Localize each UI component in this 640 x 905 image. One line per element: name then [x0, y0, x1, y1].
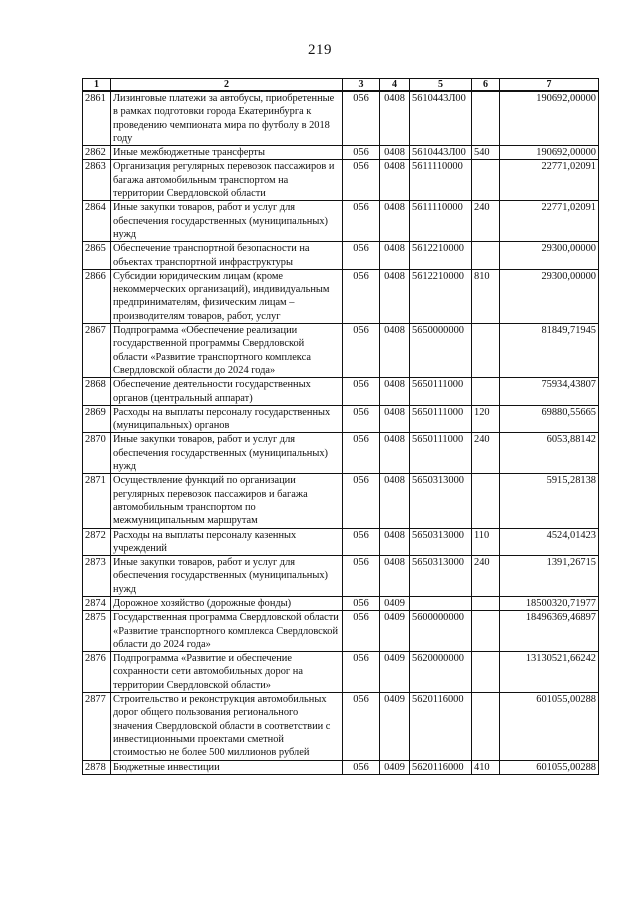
table-row	[83, 146, 599, 160]
row-type: 240	[472, 433, 500, 474]
table-row	[83, 611, 599, 652]
row-type: 110	[472, 528, 500, 556]
row-article: 5650313000	[410, 474, 472, 528]
header-row	[83, 79, 599, 92]
row-sum: 5915,28138	[500, 474, 599, 528]
row-number: 2867	[83, 324, 111, 378]
table-row	[83, 269, 599, 323]
row-name: Организация регулярных перевозок пассажиров и багажа автомобильным транспортом на территории Свердловской области	[111, 160, 343, 201]
row-code: 056	[343, 405, 380, 433]
row-number: 2872	[83, 528, 111, 556]
row-sum: 190692,00000	[500, 146, 599, 160]
row-number: 2861	[83, 91, 111, 146]
row-article: 5650111000	[410, 405, 472, 433]
row-number: 2868	[83, 378, 111, 406]
row-article: 5650313000	[410, 556, 472, 597]
row-section: 0409	[380, 596, 410, 610]
row-sum: 29300,00000	[500, 242, 599, 270]
row-section: 0408	[380, 378, 410, 406]
row-type: 240	[472, 201, 500, 242]
row-name: Иные закупки товаров, работ и услуг для обеспечения государственных (муниципальных) нужд	[111, 201, 343, 242]
row-code: 056	[343, 324, 380, 378]
row-number: 2865	[83, 242, 111, 270]
row-sum: 190692,00000	[500, 91, 599, 146]
row-name: Субсидии юридическим лицам (кроме некоммерческих организаций), индивидуальным предпринимателям, физическим лицам – производителям товаров, работ, услуг	[111, 269, 343, 323]
row-name: Расходы на выплаты персоналу государственных (муниципальных) органов	[111, 405, 343, 433]
table-row	[83, 693, 599, 760]
row-type	[472, 160, 500, 201]
row-section: 0408	[380, 242, 410, 270]
row-section: 0408	[380, 269, 410, 323]
table-row	[83, 556, 599, 597]
row-type	[472, 324, 500, 378]
row-section: 0409	[380, 652, 410, 693]
row-section: 0408	[380, 528, 410, 556]
row-number: 2878	[83, 760, 111, 774]
row-article: 5611110000	[410, 201, 472, 242]
table-row	[83, 201, 599, 242]
row-name: Лизинговые платежи за автобусы, приобретенные в рамках подготовки города Екатеринбурга к проведению чемпионата мира по футболу в 2018 году	[111, 91, 343, 146]
row-sum: 18496369,46897	[500, 611, 599, 652]
row-name: Дорожное хозяйство (дорожные фонды)	[111, 596, 343, 610]
row-code: 056	[343, 474, 380, 528]
row-number: 2871	[83, 474, 111, 528]
row-code: 056	[343, 611, 380, 652]
row-code: 056	[343, 760, 380, 774]
row-article: 5650000000	[410, 324, 472, 378]
row-section: 0408	[380, 556, 410, 597]
row-code: 056	[343, 528, 380, 556]
header-cell-num: 1	[83, 79, 111, 92]
header-cell-section: 4	[380, 79, 410, 92]
row-section: 0408	[380, 160, 410, 201]
row-article: 5612210000	[410, 242, 472, 270]
row-number: 2864	[83, 201, 111, 242]
row-sum: 29300,00000	[500, 269, 599, 323]
row-number: 2874	[83, 596, 111, 610]
row-code: 056	[343, 91, 380, 146]
row-section: 0408	[380, 433, 410, 474]
table-row	[83, 160, 599, 201]
table-row	[83, 433, 599, 474]
row-name: Бюджетные инвестиции	[111, 760, 343, 774]
table-row	[83, 652, 599, 693]
row-code: 056	[343, 201, 380, 242]
row-name: Иные закупки товаров, работ и услуг для обеспечения государственных (муниципальных) нужд	[111, 433, 343, 474]
row-name: Иные закупки товаров, работ и услуг для обеспечения государственных (муниципальных) нужд	[111, 556, 343, 597]
row-sum: 4524,01423	[500, 528, 599, 556]
row-sum: 22771,02091	[500, 201, 599, 242]
row-type: 540	[472, 146, 500, 160]
row-sum: 75934,43807	[500, 378, 599, 406]
row-name: Обеспечение транспортной безопасности на объектах транспортной инфраструктуры	[111, 242, 343, 270]
row-section: 0408	[380, 405, 410, 433]
row-name: Государственная программа Свердловской области «Развитие транспортного комплекса Свердловской области до 2024 года»	[111, 611, 343, 652]
row-code: 056	[343, 652, 380, 693]
row-type	[472, 652, 500, 693]
row-number: 2869	[83, 405, 111, 433]
row-sum: 1391,26715	[500, 556, 599, 597]
row-section: 0409	[380, 760, 410, 774]
row-name: Иные межбюджетные трансферты	[111, 146, 343, 160]
row-code: 056	[343, 146, 380, 160]
row-section: 0408	[380, 91, 410, 146]
row-name: Подпрограмма «Обеспечение реализации государственной программы Свердловской области «Развитие транспортного комплекса Свердловской области до 2024 года»	[111, 324, 343, 378]
row-sum: 69880,55665	[500, 405, 599, 433]
header-cell-article: 5	[410, 79, 472, 92]
table-body	[83, 91, 599, 774]
row-sum: 18500320,71977	[500, 596, 599, 610]
row-section: 0409	[380, 693, 410, 760]
row-article: 5620116000	[410, 760, 472, 774]
row-number: 2873	[83, 556, 111, 597]
row-code: 056	[343, 693, 380, 760]
row-article: 5650313000	[410, 528, 472, 556]
header-cell-type: 6	[472, 79, 500, 92]
row-section: 0408	[380, 324, 410, 378]
table-row	[83, 474, 599, 528]
row-name: Строительство и реконструкция автомобильных дорог общего пользования регионального значения Свердловской области в соответствии с инвестиционными проектами сметной стоимостью не более 500 миллионов рублей	[111, 693, 343, 760]
row-article: 5650111000	[410, 378, 472, 406]
row-number: 2877	[83, 693, 111, 760]
row-type	[472, 611, 500, 652]
row-sum: 81849,71945	[500, 324, 599, 378]
row-article: 5600000000	[410, 611, 472, 652]
row-name: Расходы на выплаты персоналу казенных учреждений	[111, 528, 343, 556]
row-article: 5620116000	[410, 693, 472, 760]
row-type	[472, 596, 500, 610]
header-cell-code: 3	[343, 79, 380, 92]
row-section: 0408	[380, 201, 410, 242]
row-name: Обеспечение деятельности государственных органов (центральный аппарат)	[111, 378, 343, 406]
row-article	[410, 596, 472, 610]
row-section: 0408	[380, 474, 410, 528]
row-article: 5610443Л00	[410, 146, 472, 160]
row-section: 0408	[380, 146, 410, 160]
row-sum: 13130521,66242	[500, 652, 599, 693]
row-type: 240	[472, 556, 500, 597]
row-number: 2876	[83, 652, 111, 693]
header-cell-sum: 7	[500, 79, 599, 92]
row-sum: 6053,88142	[500, 433, 599, 474]
row-number: 2863	[83, 160, 111, 201]
table-row	[83, 405, 599, 433]
table-row	[83, 596, 599, 610]
table-row	[83, 324, 599, 378]
row-name: Подпрограмма «Развитие и обеспечение сохранности сети автомобильных дорог на территории Свердловской области»	[111, 652, 343, 693]
row-name: Осуществление функций по организации регулярных перевозок пассажиров и багажа автомобильным транспортом по межмуниципальным маршрутам	[111, 474, 343, 528]
row-type	[472, 91, 500, 146]
row-code: 056	[343, 242, 380, 270]
row-type: 410	[472, 760, 500, 774]
row-article: 5611110000	[410, 160, 472, 201]
row-type: 810	[472, 269, 500, 323]
table-row	[83, 91, 599, 146]
row-number: 2875	[83, 611, 111, 652]
row-code: 056	[343, 378, 380, 406]
row-sum: 22771,02091	[500, 160, 599, 201]
row-number: 2866	[83, 269, 111, 323]
table-row	[83, 378, 599, 406]
row-article: 5610443Л00	[410, 91, 472, 146]
table-row	[83, 242, 599, 270]
row-article: 5650111000	[410, 433, 472, 474]
row-article: 5620000000	[410, 652, 472, 693]
row-sum: 601055,00288	[500, 693, 599, 760]
row-code: 056	[343, 160, 380, 201]
row-type: 120	[472, 405, 500, 433]
header-cell-name: 2	[111, 79, 343, 92]
budget-table	[82, 78, 599, 775]
table-row	[83, 528, 599, 556]
row-code: 056	[343, 433, 380, 474]
row-code: 056	[343, 596, 380, 610]
table-row	[83, 760, 599, 774]
row-code: 056	[343, 556, 380, 597]
row-type	[472, 378, 500, 406]
row-code: 056	[343, 269, 380, 323]
row-section: 0409	[380, 611, 410, 652]
row-type	[472, 693, 500, 760]
row-number: 2870	[83, 433, 111, 474]
row-type	[472, 242, 500, 270]
row-sum: 601055,00288	[500, 760, 599, 774]
row-article: 5612210000	[410, 269, 472, 323]
row-type	[472, 474, 500, 528]
row-number: 2862	[83, 146, 111, 160]
page-number: 219	[308, 42, 332, 58]
